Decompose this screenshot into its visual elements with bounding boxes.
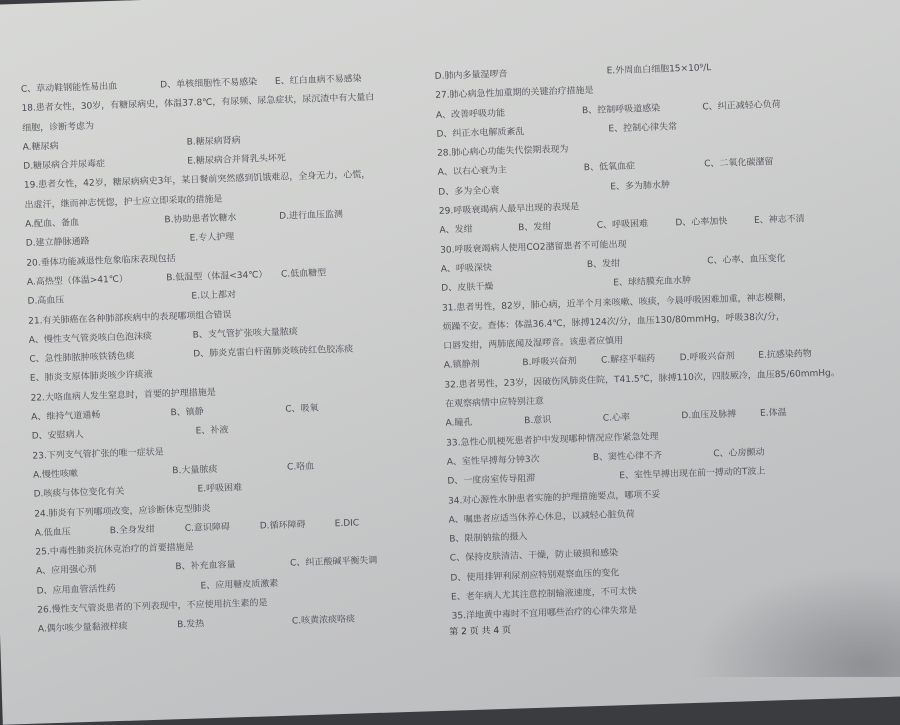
text-segment: C、二氧化碳潴留: [704, 157, 774, 170]
text-segment: E、应用糖皮质激素: [200, 578, 279, 592]
text-segment: E、神志不清: [753, 214, 805, 227]
text-segment: B.糖尿病肾病: [186, 135, 241, 148]
text-segment: A、应用强心剂: [35, 565, 97, 578]
text-segment: 26.慢性支气管炎患者的下列表现中，不应使用抗生素的是: [37, 598, 268, 616]
text-segment: E.DIC: [334, 518, 360, 530]
text-segment: D.咳痰与体位变化有关: [33, 487, 125, 500]
text-segment: B、支气管扩张咳大量脓痰: [192, 327, 299, 341]
text-segment: 18.患者女性，30岁，有糖尿病史，体温37.8℃，有尿频、尿急症状，尿沉渣中有大量白: [21, 93, 375, 115]
text-segment: A.配血、备血: [25, 218, 80, 230]
text-segment: E、多为肺水肿: [610, 180, 671, 193]
text-segment: A.瞳孔: [445, 418, 473, 430]
text-segment: D.进行血压监测: [279, 209, 344, 222]
text-segment: 35.洋地黄中毒时不宜用哪些治疗的心律失常是: [451, 606, 638, 622]
text-segment: B、限制钠盐的摄入: [449, 532, 528, 545]
text-segment: D、肺炎克雷白杆菌肺炎咳砖红色胶冻痰: [193, 344, 354, 360]
text-segment: 33.急性心肌梗死患者护中发现哪种情况应作紧急处理: [446, 431, 659, 449]
text-segment: A、慢性支气管炎咳白色泡沫痰: [28, 331, 153, 346]
text-segment: 22.大咯血病人发生窒息时，首要的护理措施是: [30, 387, 217, 404]
page-footer: 第 2 页 共 4 页: [449, 625, 512, 638]
text-segment: E、肺炎支原体肺炎咳少许痰液: [29, 370, 153, 385]
text-segment: B.大量脓痰: [172, 464, 218, 477]
text-segment: C.意识障碍: [184, 522, 231, 534]
text-segment: E、老年病人尤其注意控制输液速度，不可太快: [450, 586, 637, 603]
text-segment: 口唇发绀，两肺底闻及湿啰音。该患者应慎用: [443, 336, 624, 352]
text-segment: A、改善呼吸功能: [435, 108, 506, 121]
text-segment: A.低血压: [34, 527, 71, 539]
text-segment: E.呼吸困难: [197, 483, 243, 495]
text-segment: C.心率: [602, 413, 631, 425]
text-segment: B、低氧血症: [583, 162, 636, 174]
text-segment: 20.垂体功能减退性危象临床表现包括: [26, 253, 176, 269]
text-segment: D、多为全心衰: [438, 185, 500, 198]
text-segment: E.以上都对: [191, 290, 237, 302]
text-segment: A.慢性咳嗽: [32, 469, 79, 481]
text-segment: E.糖尿病合并肾乳头坏死: [187, 153, 286, 167]
text-segment: A、室性早搏每分钟3次: [446, 454, 540, 468]
right-column: [434, 55, 881, 628]
text-segment: 32.患者男性，23岁，因破伤风肺炎住院，T41.5℃，脉搏110次，四肢厥冷，血压85/60mmHg。: [444, 368, 840, 391]
text-segment: B.全身发绀: [109, 524, 156, 537]
text-segment: C、纠正酸碱平衡失调: [289, 556, 378, 570]
text-segment: B.协助患者饮糖水: [164, 213, 237, 226]
text-segment: E.抗感染药物: [758, 349, 812, 362]
text-segment: E、补液: [195, 425, 229, 437]
text-segment: D、应用血管活性药: [36, 583, 116, 597]
text-segment: D.建立静脉通路: [25, 237, 90, 250]
text-segment: E、室性早搏出现在前一搏动的T波上: [619, 466, 766, 482]
text-segment: C、草动鞋钢能性易出血: [20, 81, 118, 95]
text-segment: 细胞，诊断考虑为: [21, 121, 95, 134]
text-segment: B、发绀: [518, 222, 552, 234]
text-segment: 在观察病情中应特别注意: [444, 396, 545, 410]
text-segment: D.肺内多量湿啰音: [434, 69, 508, 82]
text-segment: 31.患者男性，82岁，肺心病，近半个月来咳嗽、咳痰，今晨呼吸困难加重，神志模糊，: [441, 292, 792, 314]
text-segment: A、以右心衰为主: [437, 166, 508, 179]
text-segment: C.低血糖型: [280, 268, 327, 280]
text-segment: B.意识: [524, 415, 552, 427]
text-segment: E、球结膜充血水肿: [613, 276, 692, 289]
text-segment: A.镇静剂: [443, 360, 480, 372]
text-segment: 34.对心源性水肿患者实施的护理措施要点，哪项不妥: [447, 489, 661, 507]
text-segment: D、安慰病人: [31, 430, 84, 443]
text-segment: 21.有关肺癌在各种肺部疾病中的表现哪项组合错误: [28, 309, 232, 327]
text-segment: 28.肺心病心功能失代偿期表现为: [436, 144, 569, 159]
text-segment: 烦躁不安。查体：体温36.4℃，脉搏124次/分，血压130/80mmHg，呼吸38次/分，: [442, 311, 786, 333]
text-segment: D.循环障碍: [259, 519, 306, 532]
text-segment: D.呼吸兴奋剂: [679, 352, 735, 364]
text-segment: 30.呼吸衰竭病人使用CO2潴留患者不可能出现: [440, 239, 627, 256]
text-segment: D、使用排钾利尿剂应特别观察血压的变化: [450, 568, 620, 584]
text-segment: 出虚汗，继而神志恍惚，护士应立即采取的措施是: [24, 194, 223, 211]
text-segment: A.高热型（体温>41℃）: [26, 274, 129, 288]
text-segment: 24.肺炎有下列哪项改变，应诊断休克型肺炎: [34, 503, 211, 520]
text-segment: D、皮肤干燥: [441, 282, 494, 294]
text-segment: A、发绀: [439, 225, 473, 237]
text-segment: C.解痉平喘药: [600, 354, 656, 367]
text-segment: B.发热: [177, 619, 205, 631]
left-column: [21, 69, 448, 641]
text-segment: 19.患者女性，42岁，糖尿病病史3年，某日餐前突然感到饥饿难忍，全身无力，心慌，: [23, 170, 371, 192]
text-segment: B、发绀: [586, 259, 621, 271]
text-segment: 29.呼吸衰竭病人最早出现的表现是: [438, 202, 580, 217]
text-segment: E.专人护理: [189, 232, 235, 244]
text-segment: C.咯血: [286, 461, 315, 473]
text-segment: C、吸氧: [285, 403, 319, 415]
text-segment: C、急性肺脓肿咳铁锈色痰: [29, 351, 135, 365]
text-segment: C、心率、血压变化: [707, 253, 786, 267]
text-segment: C.咳黄浓痰咯痰: [291, 614, 356, 627]
text-segment: C、心房颤动: [713, 447, 765, 460]
text-segment: E、红白血病不易感染: [274, 74, 362, 87]
text-segment: D、纠正水电解质紊乱: [436, 126, 525, 140]
text-segment: E、控制心律失常: [608, 122, 678, 135]
text-segment: 27.肺心病急性加重期的关键治疗措施是: [435, 86, 594, 102]
text-segment: D.血压及脉搏: [681, 409, 737, 422]
text-segment: B、镇静: [170, 407, 204, 419]
text-segment: B.呼吸兴奋剂: [522, 356, 577, 369]
text-segment: D、单核细胞性不易感染: [160, 77, 258, 91]
text-segment: A、呼吸深快: [440, 263, 493, 275]
text-segment: B、窦性心律不齐: [592, 450, 663, 463]
text-segment: A、嘱患者应适当休养心休息，以减轻心脏负荷: [448, 509, 635, 526]
text-segment: C、呼吸困难: [596, 219, 649, 232]
text-segment: D.糖尿病合并尿毒症: [23, 159, 106, 172]
text-segment: C、保持皮肤清洁、干燥，防止破损和感染: [449, 548, 619, 565]
text-segment: A、维持气道通畅: [31, 410, 101, 423]
text-segment: A.糖尿病: [22, 141, 59, 153]
text-segment: C、纠正减轻心负荷: [702, 99, 781, 113]
text-segment: E.外周血白细胞15×10⁹/L: [606, 63, 712, 77]
text-segment: E.体温: [759, 408, 787, 420]
text-segment: B.低温型（体温<34℃）: [166, 270, 268, 284]
text-segment: 23.下列支气管扩张的唯一症状是: [32, 447, 164, 462]
text-segment: A.偶尔咳少量黏液样痰: [37, 622, 128, 635]
text-segment: D、一度房室传导阻滞: [447, 474, 536, 487]
text-segment: 25.中毒性肺炎抗休克治疗的首要措施是: [35, 542, 194, 558]
text-segment: B、补充血容量: [175, 560, 236, 573]
text-segment: D、心率加快: [675, 217, 728, 229]
text-segment: D.高血压: [27, 295, 65, 307]
text-segment: B、控制呼吸道感染: [581, 103, 661, 116]
